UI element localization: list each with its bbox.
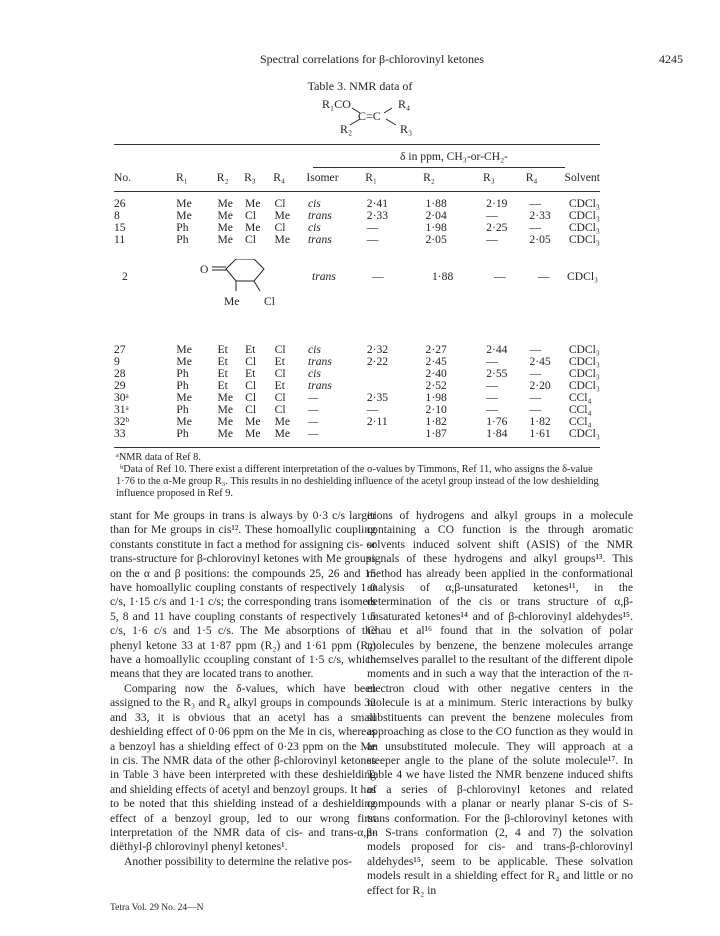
- table-cell: Cl: [245, 209, 256, 222]
- table-cell: —: [486, 403, 498, 416]
- column-header: R₂: [216, 171, 229, 184]
- table-cell: Cl: [245, 403, 257, 416]
- table-cell: Me: [176, 343, 192, 356]
- table-cell: —: [308, 403, 319, 416]
- table-cell: 2·22: [366, 355, 389, 368]
- table-cell: 26: [114, 197, 126, 210]
- table-cell: 2·19: [486, 197, 508, 210]
- column-header: Solvent: [564, 171, 600, 184]
- structure-bonds: [322, 97, 442, 135]
- table-cell: Me: [217, 221, 233, 234]
- footnote-b: ᵇData of Ref 10. There exist a different interpretation of the σ-values by Timmons, Ref 11, who assigns the δ-value 1·76 to the α-Me group R₃. This results in no deshielding influence of the acetyl group instead of the low deshielding influence proposed in Ref 9.: [116, 464, 599, 499]
- table-cell: Me: [176, 355, 192, 368]
- structure-r1co-label: R₁CO: [322, 97, 351, 111]
- table-cell: CDCl₃: [568, 221, 600, 234]
- table-cell: Cl: [274, 343, 286, 356]
- table-cell: Et: [245, 367, 256, 380]
- table-cell: Et: [217, 367, 228, 380]
- table-cell: CDCl₃: [568, 367, 600, 380]
- table-cell: Me: [217, 233, 233, 246]
- table-bottom-rule: [114, 447, 600, 448]
- table-cell: —: [486, 379, 498, 392]
- table-cell: 2·05: [425, 233, 447, 246]
- column-header: R₃: [483, 171, 495, 184]
- table-cell: Me: [217, 427, 233, 440]
- table-cell: 27: [114, 343, 126, 356]
- structure-diagram: [322, 97, 442, 135]
- footnote-a: ᵃNMR data of Ref 8.: [116, 452, 201, 463]
- ring-isomer: trans: [312, 270, 336, 283]
- body-right-column: [367, 509, 633, 898]
- table-cell: 2·33: [529, 209, 551, 222]
- table-cell: CDCl₃: [568, 343, 600, 356]
- page-number: 4245: [659, 52, 683, 66]
- table-cell: 2·44: [486, 343, 508, 356]
- table-cell: Et: [217, 379, 228, 392]
- table-cell: cis: [307, 221, 321, 234]
- table-cell: Cl: [274, 403, 286, 416]
- delta-header: δ in ppm, CH₃-or-CH₂-: [400, 150, 508, 163]
- table-cell: Ph: [176, 379, 189, 392]
- table-cell: Me: [176, 209, 192, 222]
- ring-r2: 1·88: [432, 270, 454, 283]
- table-cell: Me: [176, 197, 192, 210]
- table-cell: —: [486, 209, 498, 222]
- table-cell: —: [529, 343, 542, 356]
- table-cell: 2·41: [366, 197, 389, 210]
- left-paragraph-3: Another possibility to determine the relative pos-: [124, 854, 352, 868]
- table-cell: 2·25: [486, 221, 508, 234]
- table-cell: 2·32: [366, 343, 389, 356]
- table-cell: CDCl₃: [568, 427, 600, 440]
- table-cell: Et: [274, 379, 285, 392]
- table-cell: CCl₄: [568, 391, 592, 404]
- table-cell: Cl: [245, 391, 257, 404]
- table-cell: 1·61: [529, 427, 551, 440]
- table-cell: Cl: [245, 233, 256, 246]
- table-cell: 1·98: [425, 221, 447, 234]
- table-cell: Cl: [274, 367, 286, 380]
- column-header: R₄: [525, 171, 538, 184]
- table-cell: CDCl₃: [568, 355, 600, 368]
- table-cell: —: [366, 221, 379, 234]
- table-cell: Ph: [176, 233, 189, 246]
- table-cell: Me: [176, 415, 192, 428]
- column-header: No.: [114, 171, 132, 184]
- table-cell: 33: [114, 427, 126, 440]
- table-top-rule: [114, 144, 600, 145]
- table-cell: 29: [114, 379, 126, 392]
- table-cell: trans: [307, 233, 332, 246]
- table-cell: Cl: [274, 221, 286, 234]
- structure-r4-label: R₄: [398, 97, 411, 111]
- header-bottom-rule: [114, 191, 600, 192]
- table-cell: Ph: [176, 427, 189, 440]
- table-cell: Me: [217, 391, 233, 404]
- table-cell: 31ᵃ: [114, 403, 129, 416]
- table-cell: 1·82: [529, 415, 551, 428]
- table-cell: 9: [114, 355, 120, 368]
- table-cell: —: [486, 233, 498, 246]
- table-cell: 1·88: [425, 197, 447, 210]
- table-cell: 15: [114, 221, 126, 234]
- table-cell: 32ᵇ: [114, 415, 130, 428]
- table-cell: 28: [114, 367, 126, 380]
- table-cell: Me: [245, 197, 261, 210]
- journal-footer: Tetra Vol. 29 No. 24—N: [110, 903, 204, 913]
- ring-compound-no: 2: [122, 270, 128, 283]
- table-cell: CDCl₃: [568, 379, 600, 392]
- table-cell: cis: [308, 367, 321, 380]
- table-cell: CDCl₃: [568, 233, 600, 246]
- structure-r3-label: R₃: [400, 122, 413, 136]
- table-cell: 2·35: [366, 391, 389, 404]
- table-cell: 2·05: [529, 233, 551, 246]
- column-header: R₃: [244, 171, 256, 184]
- table-cell: —: [308, 391, 319, 404]
- table-cell: Me: [245, 221, 261, 234]
- table-cell: Ph: [176, 221, 189, 234]
- table-cell: Me: [245, 427, 261, 440]
- table-cell: 2·52: [425, 379, 447, 392]
- ring-r1: —: [372, 270, 384, 283]
- structure-cc-label: C=C: [358, 109, 381, 123]
- table-cell: 2·10: [425, 403, 447, 416]
- table-cell: 2·45: [529, 355, 551, 368]
- table-cell: 2·55: [486, 367, 508, 380]
- table-cell: —: [486, 355, 498, 368]
- table-cell: —: [308, 427, 319, 440]
- table-cell: 2·40: [425, 367, 447, 380]
- ring-solvent: CDCl₃: [567, 270, 599, 283]
- ring-compound-row: [114, 259, 600, 329]
- table-cell: Cl: [274, 197, 286, 210]
- right-paragraph-1: itions of hydrogens and alkyl groups in a molecule containing a CO function is the through aromatic solvents induced solvent shift (ASIS) of the NMR signals of these hydrogens and alkyl groups¹³. This method has already been applied in the conformational analysis of α,β-unsaturated ketones¹¹, in the determination of the cis or trans structure of α,β-unsaturated ketones¹⁴ and of β-chlorovinyl aldehydes¹⁵. Chau et al¹⁶ found that in the solvation of polar molecules by benzene, the benzene molecules arrange themselves parallel to the resultant of the different dipole moments and in such a way that the interaction of the π-electron cloud with other negative centers in the molecule is at a minimum. Steric interactions by bulky substituents can prevent the benzene molecules from approaching as close to the CO function as they would in an unsubstituted molecule. They will approach at a steeper angle to the plane of the solute molecule¹⁷. In Table 4 we have listed the NMR benzene induced shifts of a series of β-chlorovinyl ketones and related compounds with a planar or nearly planar S-cis of S-trans conformation. For the β-chlorovinyl ketones with an S-trans conformation (2, 4 and 7) the solvation models proposed for cis- and trans-β-chlorovinyl aldehydes¹⁵, seem to be applicable. These solvation models result in a shielding effect for R₄ and little or no effect for R₂ in: [367, 509, 633, 897]
- ring-me-label: Me: [224, 295, 240, 308]
- table-cell: 1·84: [486, 427, 508, 440]
- table-cell: Me: [217, 415, 233, 428]
- table-cell: Me: [217, 209, 233, 222]
- data-table-group-1: [114, 198, 600, 246]
- table-cell: 11: [114, 233, 126, 246]
- table-row: [114, 428, 600, 440]
- table-header: [114, 172, 600, 184]
- table-cell: cis: [307, 197, 321, 210]
- table-cell: [367, 368, 426, 380]
- table-cell: CCl₄: [568, 415, 592, 428]
- table-cell: trans: [307, 209, 332, 222]
- delta-rule: [313, 167, 565, 168]
- table-cell: CCl₄: [568, 403, 592, 416]
- table-cell: —: [486, 391, 498, 404]
- table-cell: CDCl₃: [568, 197, 600, 210]
- table-cell: —: [529, 391, 542, 404]
- table-cell: trans: [308, 355, 332, 368]
- data-table-group-2: [114, 344, 600, 440]
- table-cell: Ph: [176, 367, 189, 380]
- table-cell: Cl: [245, 379, 257, 392]
- left-paragraph-2: Comparing now the δ-values, which have been assigned to the R₃ and R₄ alkyl groups in compounds 32 and 33, it is obvious that an acetyl has a small deshielding effect of 0·06 ppm on the Me in cis, whereas a benzoyl has a shielding effect of 0·23 ppm on the Me in cis. The NMR data of the other β-chlorovinyl ketones in Table 3 have been interpreted with these deshielding and shielding effects of acetyl and benzoyl groups. It has to be noted that this shielding instead of a deshielding effect of a benzoyl group, led to our wrong first interpretation of the NMR data of cis- and trans-α,β-diëthyl-β chlorovinyl phenyl ketones¹.: [110, 681, 376, 854]
- table-cell: Ph: [176, 403, 189, 416]
- table-cell: Me: [274, 209, 291, 222]
- table-caption: Table 3. NMR data of: [307, 79, 413, 93]
- table-cell: —: [366, 403, 379, 416]
- table-cell: 1·82: [425, 415, 447, 428]
- table-cell: Et: [245, 343, 256, 356]
- ring-r3: —: [494, 270, 506, 283]
- table-cell: Me: [176, 391, 192, 404]
- table-cell: —: [529, 221, 542, 234]
- table-cell: 2·27: [425, 343, 447, 356]
- table-cell: —: [308, 415, 319, 428]
- table-cell: CDCl₃: [568, 209, 600, 222]
- ring-r4: —: [538, 270, 550, 283]
- table-cell: 2·45: [425, 355, 447, 368]
- table-cell: Et: [217, 343, 228, 356]
- table-cell: Me: [245, 415, 261, 428]
- table-cell: 1·87: [425, 427, 447, 440]
- table-cell: Me: [217, 197, 233, 210]
- table-cell: 2·04: [425, 209, 447, 222]
- table-cell: cis: [308, 343, 321, 356]
- table-cell: Cl: [245, 355, 257, 368]
- ring-o-label: O: [200, 263, 209, 276]
- column-header: R₄: [273, 171, 286, 184]
- column-header: Isomer: [306, 171, 339, 184]
- table-cell: Et: [217, 355, 228, 368]
- table-cell: Cl: [274, 391, 286, 404]
- table-cell: —: [529, 403, 542, 416]
- table-cell: 8: [114, 209, 120, 222]
- table-cell: [367, 428, 426, 440]
- ring-cl-label: Cl: [264, 295, 275, 308]
- left-paragraph-1: stant for Me groups in trans is always by 0·3 c/s larger than for Me groups in cis¹². These homoallylic coupling constants constitute in fact a method for assigning cis- or trans-structure for β-chlorovinyl ketones with Me groups on the α and β positions: the compounds 25, 26 and 15 have homoallylic coupling constants of respectively 1·0 c/s, 1·15 c/s and 1·1 c/s; the corresponding trans isomers 5, 8 and 11 have coupling constants of respectively 1·5 c/s, 1·6 c/s and 1·5 c/s. The Me absorptions of the phenyl ketone 33 at 1·87 ppm (R₂) and 1·61 ppm (R₄) have a homoallylic ccoupling constant of 1·5 c/s, which means that they are located trans to another.: [110, 509, 376, 681]
- table-cell: Me: [274, 233, 291, 246]
- running-title: Spectral correlations for β-chlorovinyl ketones: [260, 52, 485, 66]
- table-cell: 2·20: [529, 379, 551, 392]
- table-cell: —: [529, 197, 542, 210]
- table-cell: trans: [308, 379, 332, 392]
- table-cell: —: [366, 233, 379, 246]
- table-cell: Et: [274, 355, 285, 368]
- table-cell: 1·98: [425, 391, 447, 404]
- table-row: [114, 234, 600, 246]
- table-cell: Me: [217, 403, 233, 416]
- table-cell: 1·76: [486, 415, 508, 428]
- structure-r2-label: R₂: [340, 122, 353, 136]
- body-left-column: [110, 509, 376, 869]
- column-header: R₁: [176, 171, 188, 184]
- table-cell: 2·33: [366, 209, 389, 222]
- table-cell: 2·11: [366, 415, 388, 428]
- column-header: R₂: [423, 171, 435, 184]
- table-cell: Me: [274, 427, 291, 440]
- column-header: R₁: [365, 171, 377, 184]
- table-cell: 30ᵃ: [114, 391, 129, 404]
- table-cell: Me: [274, 415, 291, 428]
- table-cell: —: [529, 367, 542, 380]
